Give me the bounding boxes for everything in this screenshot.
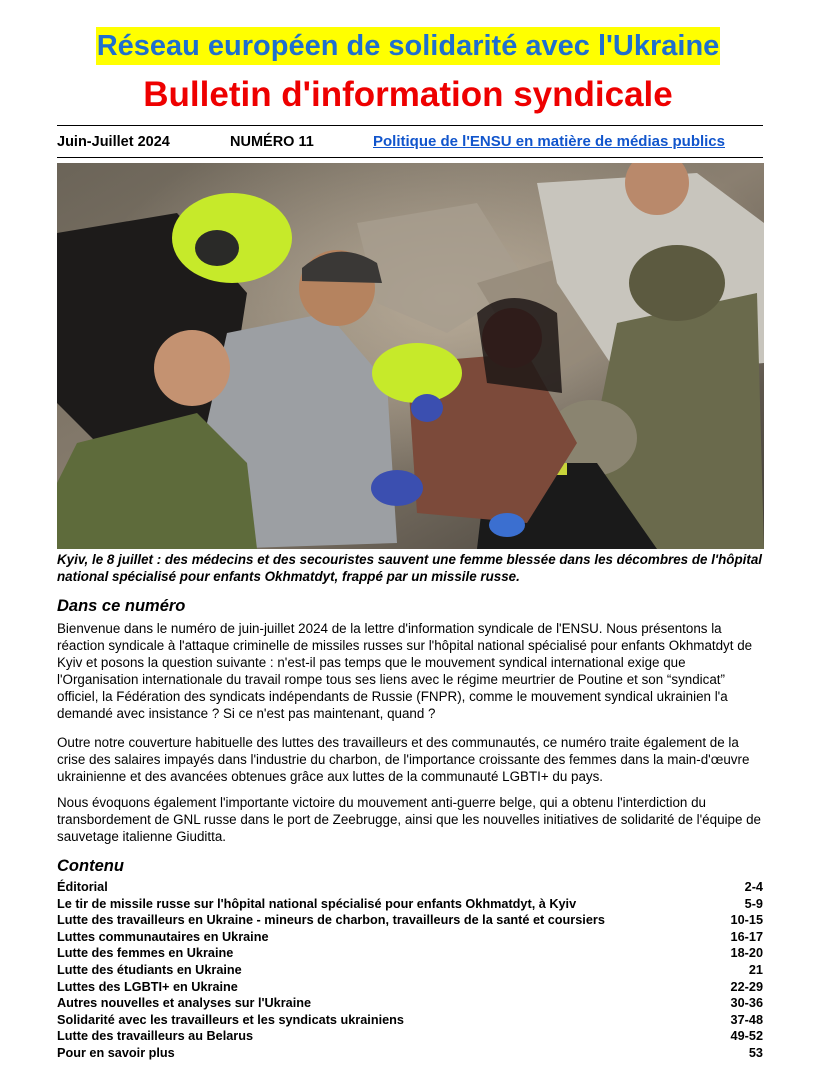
toc-item-solidarity[interactable] (57, 1012, 763, 1029)
toc-item-title: Lutte des travailleurs en Ukraine - mineurs de charbon, travailleurs de la santé et coursiers (57, 913, 605, 928)
toc-item-title: Autres nouvelles et analyses sur l'Ukraine (57, 996, 312, 1011)
toc-item-pages: 49-52 (730, 1029, 763, 1044)
table-of-contents (57, 879, 763, 1062)
toc-item-pages: 37-48 (730, 1012, 763, 1027)
masthead (0, 27, 816, 65)
toc-item-other-news[interactable] (57, 995, 763, 1012)
intro-paragraph: Outre notre couverture habituelle des luttes des travailleurs et des communautés, ce numéro traite également de la crise des salaires impayés dans l'industrie du charbon, de l'importance croissante des femmes dans la main-d'œuvre ukrainienne et des avancées obtenues grâce aux luttes de la communauté LGBTI+ du pays. (57, 735, 750, 784)
toc-item-title: Solidarité avec les travailleurs et les syndicats ukrainiens (57, 1012, 404, 1027)
intro-heading: Dans ce numéro (57, 597, 186, 615)
toc-item-belarus[interactable] (57, 1028, 763, 1045)
bottom-divider (57, 157, 763, 158)
toc-item-title: Lutte des travailleurs au Belarus (57, 1029, 254, 1044)
toc-item-pages: 18-20 (730, 946, 763, 961)
toc-item-title: Pour en savoir plus (57, 1045, 175, 1060)
toc-item-pages: 53 (748, 1045, 763, 1060)
toc-item-title: Lutte des femmes en Ukraine (57, 946, 234, 961)
toc-item-pages: 16-17 (730, 929, 763, 944)
top-divider (57, 125, 763, 126)
rescue-photo (57, 163, 764, 549)
toc-item-further-reading[interactable] (57, 1045, 763, 1062)
toc-item-editorial[interactable] (57, 879, 763, 896)
toc-item-title: Éditorial (57, 880, 108, 894)
bulletin-title: Bulletin d'information syndicale (143, 75, 673, 114)
toc-item-pages: 21 (748, 962, 763, 977)
toc-item-womens-struggle[interactable] (57, 945, 763, 962)
toc-item-pages: 5-9 (744, 896, 763, 911)
toc-item-title: Le tir de missile russe sur l'hôpital national spécialisé pour enfants Okhmatdyt, à Kyiv (57, 896, 577, 911)
intro-paragraph: Bienvenue dans le numéro de juin-juillet 2024 de la lettre d'information syndicale de l'ENSU. Nous présentons la réaction syndicale à l'attaque criminelle de missiles russes sur l'hôpital national spécialisé pour enfants Okhmatdyt de Kyiv et posons la question suivante : n'est-il pas temps que le mouvement syndical international exige que l'Organisation internationale du travail rompe tous ses liens avec le régime meurtrier de Poutine et son “syndicat” officiel, la Fédération des syndicats indépendants de Russie (FNPR), comme le mouvement syndical ukrainien l'a demandé avec insistance ? Si ce n'est pas maintenant, quand ? (57, 621, 753, 721)
toc-item-missile-strike[interactable] (57, 896, 763, 913)
toc-item-workers-struggle[interactable] (57, 912, 763, 929)
toc-item-pages: 30-36 (730, 996, 763, 1011)
issue-date: Juin-Juillet 2024 (57, 134, 170, 150)
toc-item-title: Lutte des étudiants en Ukraine (57, 962, 242, 977)
toc-item-community-struggles[interactable] (57, 929, 763, 946)
toc-item-title: Luttes communautaires en Ukraine (57, 929, 269, 944)
photo-caption: Kyiv, le 8 juillet : des médecins et des secouristes sauvent une femme blessée dans les décombres de l'hôpital national spécialisé pour enfants Okhmatdyt, frappé par un missile russe. (57, 552, 762, 584)
toc-item-pages: 10-15 (730, 913, 763, 928)
toc-item-pages: 2-4 (744, 880, 763, 894)
media-policy-link[interactable]: Politique de l'ENSU en matière de médias publics (373, 133, 725, 150)
contents-heading: Contenu (57, 857, 124, 875)
intro-paragraph: Nous évoquons également l'importante victoire du mouvement anti-guerre belge, qui a obtenu l'interdiction du transbordement de GNL russe dans le port de Zeebrugge, ainsi que les nouvelles initiatives de solidarité de l'équipe de sauvetage italienne Giuditta. (57, 795, 762, 844)
toc-item-title: Luttes des LGBTI+ en Ukraine (57, 979, 238, 994)
network-title: Réseau européen de solidarité avec l'Ukraine (96, 27, 721, 65)
issue-number: NUMÉRO 11 (230, 134, 314, 150)
toc-item-students-struggle[interactable] (57, 962, 763, 979)
toc-item-lgbti-struggles[interactable] (57, 979, 763, 996)
toc-item-pages: 22-29 (730, 979, 763, 994)
